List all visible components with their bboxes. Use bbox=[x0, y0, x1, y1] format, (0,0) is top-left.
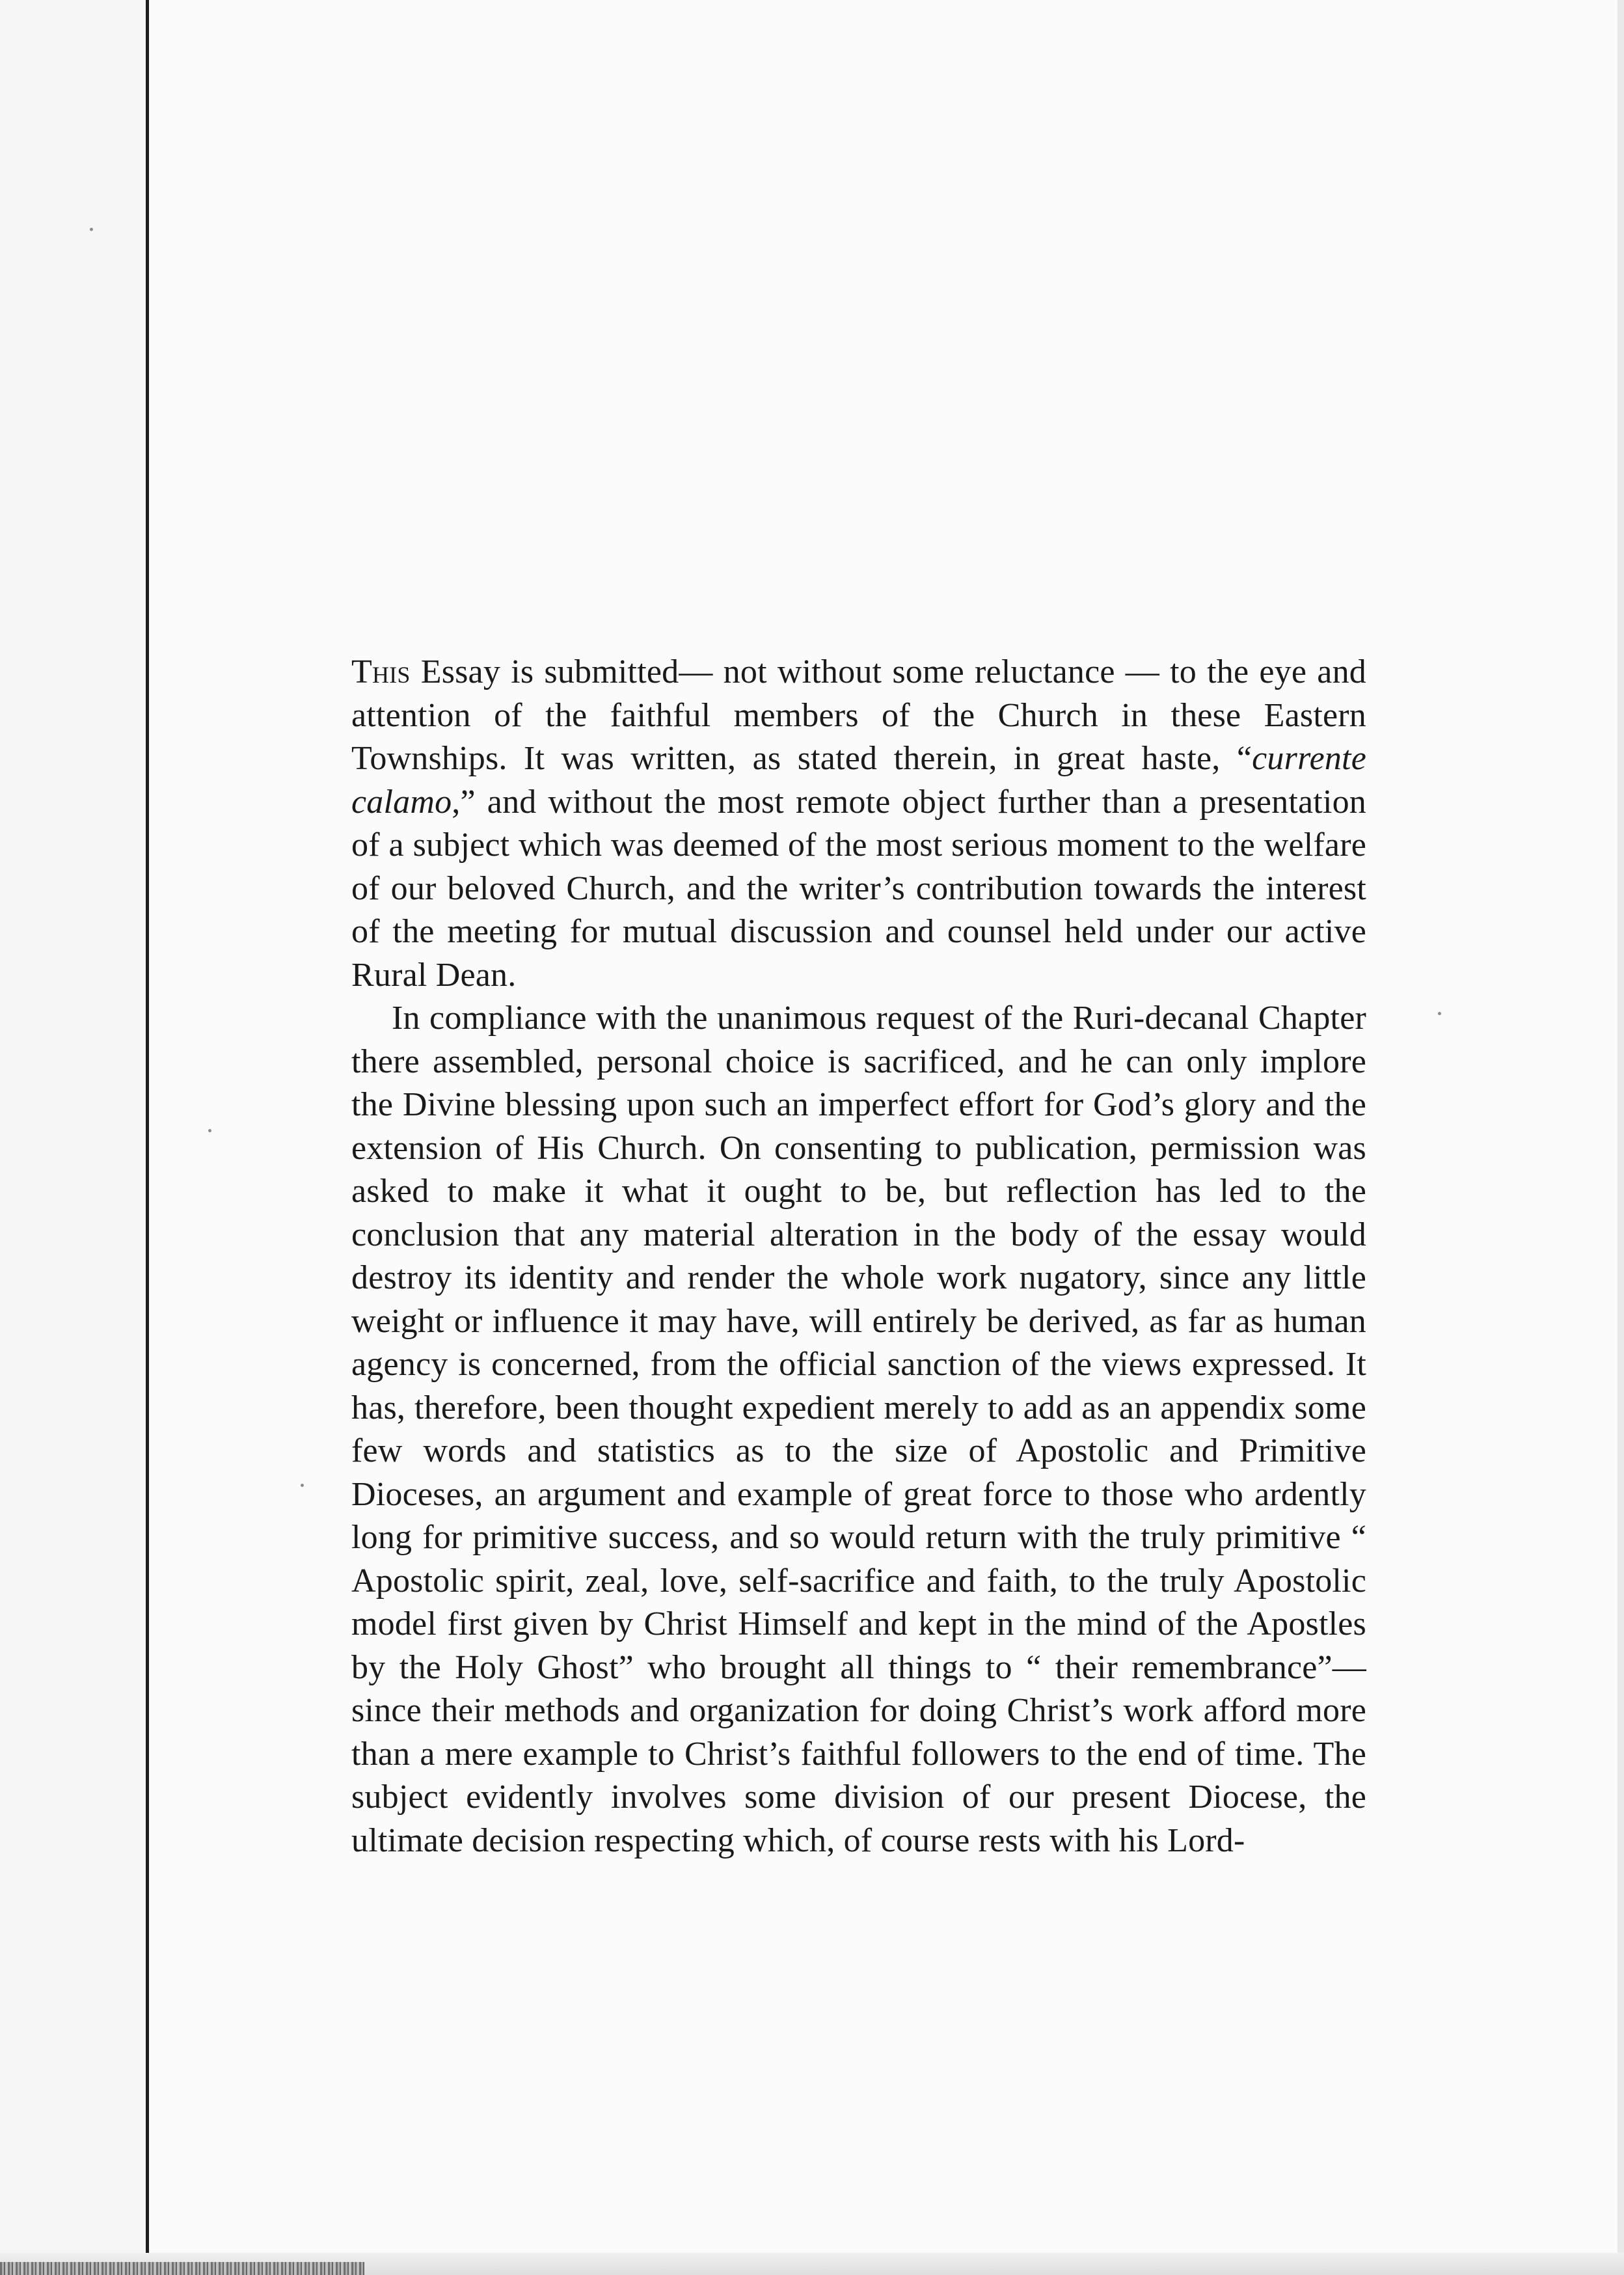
paragraph-1 bbox=[351, 651, 1366, 997]
lead-word: This bbox=[351, 653, 411, 690]
scan-speck bbox=[90, 228, 93, 231]
paragraph-1-text-b: ,” and without the most remote object further than a presentation of a subject which was deemed of the most serious moment to the welfare of our beloved Church, and the writer’s contribution towards the interest of the meeting for mutual discussion and counsel held under our active Rural Dean. bbox=[351, 783, 1366, 994]
scan-speck bbox=[208, 1129, 211, 1132]
page-gutter bbox=[0, 0, 148, 2275]
preface-text bbox=[351, 651, 1366, 1862]
scan-speck bbox=[301, 1484, 304, 1487]
page-right-edge bbox=[1617, 0, 1624, 2275]
scan-speck bbox=[1438, 1012, 1441, 1015]
binding-edge-line bbox=[146, 0, 149, 2258]
paragraph-1-text-a: Essay is submitted— not without some reluctance — to the eye and attention of the faithful members of the Church in these Eastern Townships. It was written, as stated therein, in great haste, “ bbox=[351, 653, 1366, 777]
paragraph-2: In compliance with the unanimous request of the Ruri-decanal Chapter there assembled, personal choice is sacrificed, and he can only implore the Divine blessing upon such an imperfect effort for God’s glory and the extension of His Church. On consenting to publication, permission was asked to make it what it ought to be, but reflection has led to the conclusion that any material alteration in the body of the essay would destroy its identity and render the whole work nugatory, since any little weight or influence it may have, will entirely be derived, as far as human agency is concerned, from the official sanction of the views expressed. It has, therefore, been thought expedient merely to add as an appendix some few words and statistics as to the size of Apostolic and Primitive Dioceses, an argument and example of great force to those who ardently long for primitive success, and so would return with the truly primitive “ Apostolic spirit, zeal, love, self-sacrifice and faith, to the truly Apostolic model first given by Christ Himself and kept in the mind of the Apostles by the Holy Ghost” who brought all things to “ their remembrance”—since their methods and organization for doing Christ’s work afford more than a mere example to Christ’s faithful followers to the end of time. The subject evidently involves some division of our present Diocese, the ultimate decision respecting which, of course rests with his Lord- bbox=[351, 1000, 1366, 1859]
scan-artifact bbox=[0, 2262, 364, 2275]
italic-phrase: currente calamo bbox=[351, 740, 1366, 821]
